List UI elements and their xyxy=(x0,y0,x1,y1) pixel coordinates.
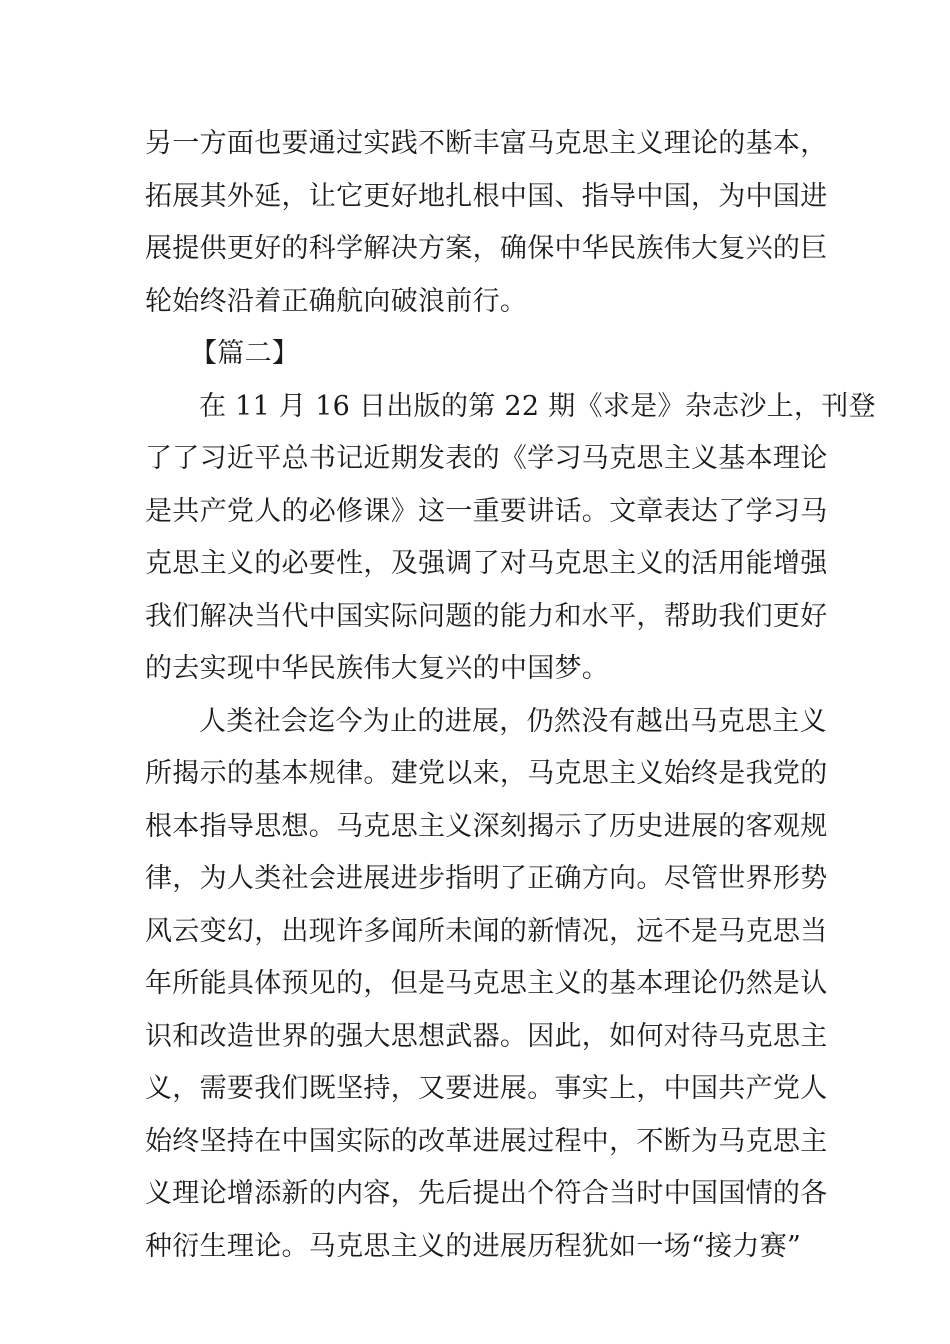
text-line: 了了习近平总书记近期发表的《学习马克思主义基本理论 xyxy=(145,443,828,474)
text-line: 律，为人类社会进展进步指明了正确方向。尽管世界形势 xyxy=(145,863,828,894)
paragraph-2 xyxy=(145,696,828,1274)
text-line: 我们解决当代中国实际问题的能力和水平，帮助我们更好 xyxy=(145,600,828,632)
section-heading: 【篇二】 xyxy=(190,338,300,369)
text-line: 识和改造世界的强大思想武器。因此，如何对待马克思主 xyxy=(145,1020,828,1052)
text-line: 所揭示的基本规律。建党以来，马克思主义始终是我党的 xyxy=(145,758,828,789)
text-line: 展提供更好的科学解决方案，确保中华民族伟大复兴的巨 xyxy=(145,233,828,264)
text-line: 是共产党人的必修课》这一重要讲话。文章表达了学习马 xyxy=(145,495,828,527)
paragraph-continued xyxy=(145,118,828,328)
text-line: 的去实现中华民族伟大复兴的中国梦。 xyxy=(145,653,610,684)
paragraph-1 xyxy=(145,381,876,696)
text-line: 风云变幻，出现许多闻所未闻的新情况，远不是马克思当 xyxy=(145,915,828,947)
text-line: 种衍生理论。马克思主义的进展历程犹如一场“接力赛” xyxy=(145,1230,802,1262)
text-line: 克思主义的必要性，及强调了对马克思主义的活用能增强 xyxy=(145,548,828,579)
text-line: 根本指导思想。马克思主义深刻揭示了历史进展的客观规 xyxy=(145,810,828,842)
text-line: 年所能具体预见的，但是马克思主义的基本理论仍然是认 xyxy=(145,968,828,999)
document-body xyxy=(145,118,876,1273)
text-line: 义理论增添新的内容，先后提出个符合当时中国国情的各 xyxy=(145,1178,828,1209)
text-line: 义，需要我们既坚持，又要进展。事实上，中国共产党人 xyxy=(145,1073,828,1104)
text-line: 始终坚持在中国实际的改革进展过程中，不断为马克思主 xyxy=(145,1125,828,1157)
text-line: 另一方面也要通过实践不断丰富马克思主义理论的基本， xyxy=(145,128,828,159)
text-line: 在 11 月 16 日出版的第 22 期《求是》杂志沙上，刊登 xyxy=(199,390,876,422)
text-line: 轮始终沿着正确航向破浪前行。 xyxy=(145,285,528,317)
text-line: 拓展其外延，让它更好地扎根中国、指导中国，为中国进 xyxy=(145,180,828,212)
text-line: 人类社会迄今为止的进展，仍然没有越出马克思主义 xyxy=(199,705,827,737)
